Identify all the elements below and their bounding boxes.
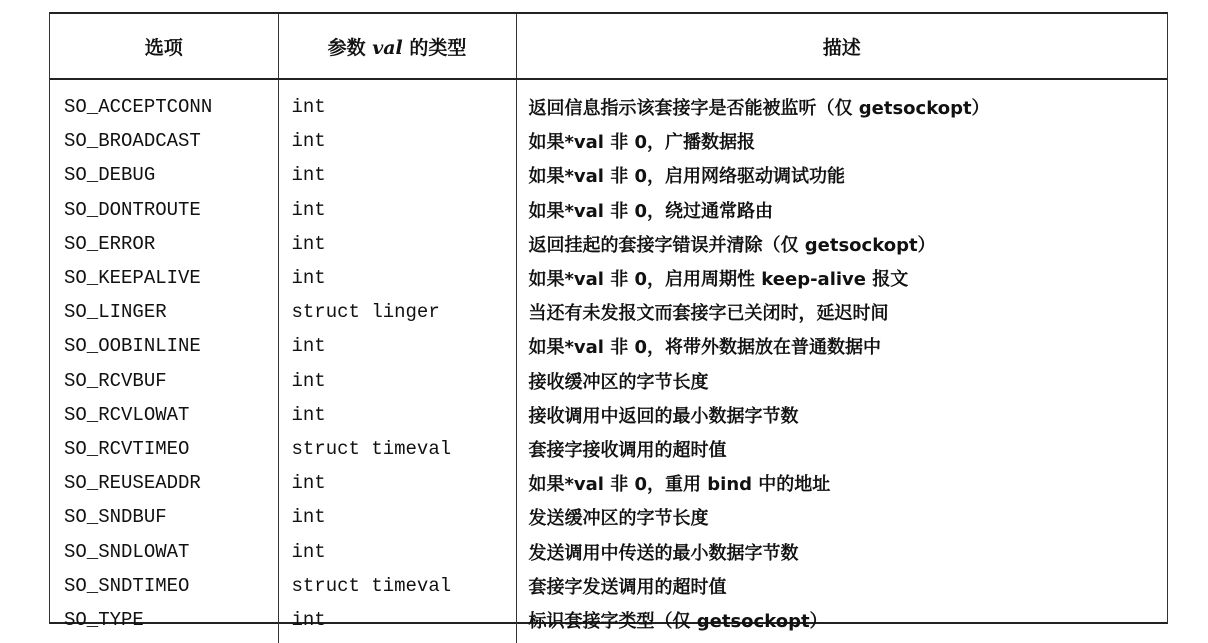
table-row bbox=[50, 329, 1167, 363]
table-row bbox=[50, 295, 1167, 329]
type-cell: struct timeval bbox=[278, 569, 516, 603]
option-cell: SO_BROADCAST bbox=[64, 130, 201, 153]
option-cell: SO_RCVBUF bbox=[64, 369, 167, 392]
type-cell: int bbox=[278, 261, 516, 295]
header-type-suffix: 的类型 bbox=[409, 36, 467, 59]
description-cell: 当还有未发报文而套接字已关闭时，延迟时间 bbox=[516, 295, 1167, 329]
description-cell: 标识套接字类型（仅 getsockopt） bbox=[516, 603, 1167, 643]
type-cell: int bbox=[278, 534, 516, 568]
description-cell: 如果*val 非 0，启用网络驱动调试功能 bbox=[516, 158, 1167, 192]
option-cell: SO_SNDLOWAT bbox=[64, 540, 190, 563]
table-row bbox=[50, 364, 1167, 398]
table-row bbox=[50, 432, 1167, 466]
type-cell: struct timeval bbox=[278, 432, 516, 466]
description-cell: 套接字发送调用的超时值 bbox=[516, 569, 1167, 603]
table-row bbox=[50, 569, 1167, 603]
table-row bbox=[50, 158, 1167, 192]
type-cell: int bbox=[278, 466, 516, 500]
type-cell: int bbox=[278, 227, 516, 261]
socket-options-table bbox=[49, 12, 1168, 632]
table-row bbox=[50, 227, 1167, 261]
description-cell: 返回信息指示该套接字是否能被监听（仅 getsockopt） bbox=[516, 79, 1167, 124]
option-cell: SO_RCVLOWAT bbox=[64, 403, 190, 426]
type-cell: int bbox=[278, 158, 516, 192]
description-cell: 返回挂起的套接字错误并清除（仅 getsockopt） bbox=[516, 227, 1167, 261]
header-type-var: val bbox=[372, 36, 403, 59]
option-cell: SO_ACCEPTCONN bbox=[64, 96, 213, 119]
description-cell: 如果*val 非 0，将带外数据放在普通数据中 bbox=[516, 329, 1167, 363]
description-cell: 如果*val 非 0，广播数据报 bbox=[516, 124, 1167, 158]
type-cell: int bbox=[278, 398, 516, 432]
option-cell: SO_LINGER bbox=[64, 301, 167, 324]
table-header bbox=[50, 14, 1167, 79]
table-row bbox=[50, 124, 1167, 158]
header-type-prefix: 参数 bbox=[327, 36, 366, 59]
option-cell: SO_REUSEADDR bbox=[64, 472, 201, 495]
header-option: 选项 bbox=[50, 14, 278, 79]
type-cell: int bbox=[278, 79, 516, 124]
option-cell: SO_DONTROUTE bbox=[64, 198, 201, 221]
type-cell: int bbox=[278, 193, 516, 227]
description-cell: 接收缓冲区的字节长度 bbox=[516, 364, 1167, 398]
table-row bbox=[50, 79, 1167, 124]
description-cell: 如果*val 非 0，重用 bind 中的地址 bbox=[516, 466, 1167, 500]
option-cell: SO_ERROR bbox=[64, 232, 156, 255]
option-cell: SO_KEEPALIVE bbox=[64, 267, 201, 290]
type-cell: int bbox=[278, 329, 516, 363]
description-cell: 接收调用中返回的最小数据字节数 bbox=[516, 398, 1167, 432]
table-row bbox=[50, 466, 1167, 500]
option-cell: SO_OOBINLINE bbox=[64, 335, 201, 358]
table-row bbox=[50, 261, 1167, 295]
description-cell: 发送调用中传送的最小数据字节数 bbox=[516, 534, 1167, 568]
option-cell: SO_SNDBUF bbox=[64, 506, 167, 529]
table-row bbox=[50, 398, 1167, 432]
table-row bbox=[50, 500, 1167, 534]
description-cell: 如果*val 非 0，绕过通常路由 bbox=[516, 193, 1167, 227]
table-row bbox=[50, 534, 1167, 568]
type-cell: int bbox=[278, 603, 516, 643]
table-row bbox=[50, 193, 1167, 227]
description-cell: 如果*val 非 0，启用周期性 keep-alive 报文 bbox=[516, 261, 1167, 295]
option-cell: SO_TYPE bbox=[64, 608, 144, 631]
header-type bbox=[278, 14, 516, 79]
table-body bbox=[50, 79, 1167, 643]
type-cell: struct linger bbox=[278, 295, 516, 329]
table-row bbox=[50, 603, 1167, 643]
description-cell: 套接字接收调用的超时值 bbox=[516, 432, 1167, 466]
option-cell: SO_RCVTIMEO bbox=[64, 437, 190, 460]
header-desc: 描述 bbox=[516, 14, 1167, 79]
type-cell: int bbox=[278, 364, 516, 398]
description-cell: 发送缓冲区的字节长度 bbox=[516, 500, 1167, 534]
option-cell: SO_DEBUG bbox=[64, 164, 156, 187]
type-cell: int bbox=[278, 124, 516, 158]
type-cell: int bbox=[278, 500, 516, 534]
options-table bbox=[50, 14, 1167, 643]
header-row bbox=[50, 14, 1167, 79]
option-cell: SO_SNDTIMEO bbox=[64, 574, 190, 597]
